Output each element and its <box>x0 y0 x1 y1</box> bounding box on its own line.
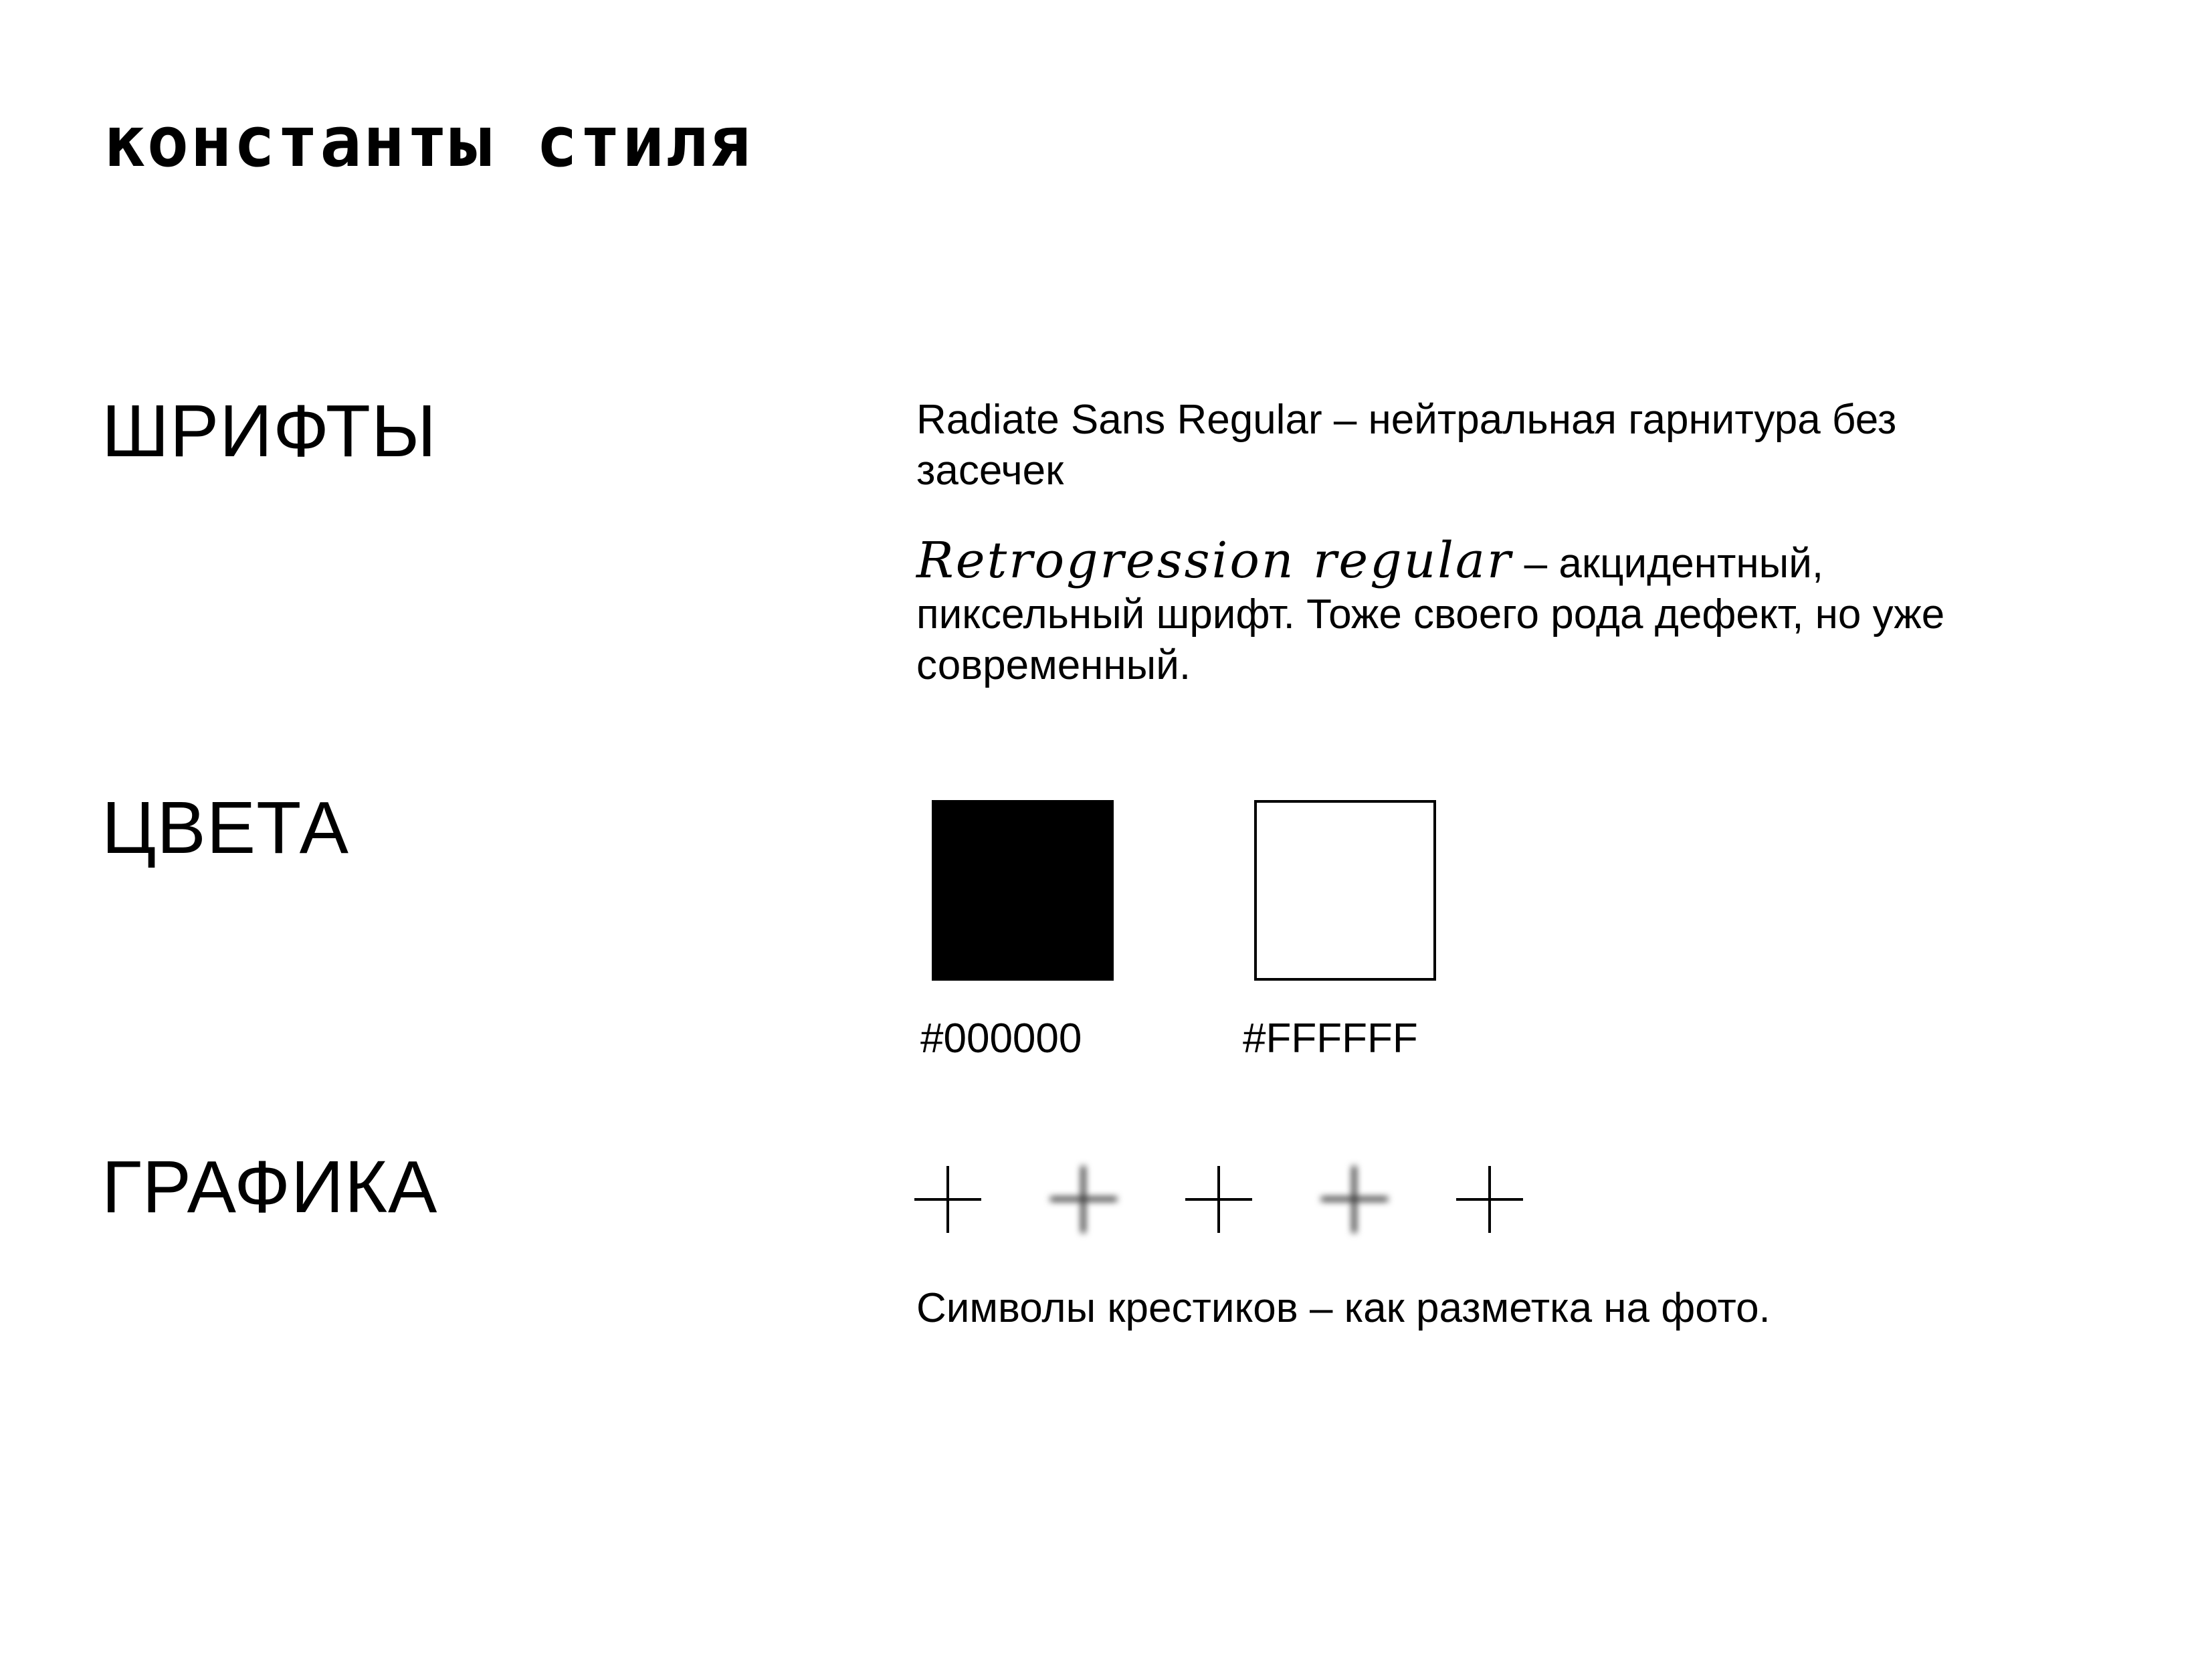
cross-blurred-icon <box>1050 1166 1117 1233</box>
accent-font-description <box>916 532 1987 691</box>
primary-font-description: Radiate Sans Regular – нейтральная гарнитура без засечек <box>916 397 1897 494</box>
color-swatch-black <box>932 800 1114 981</box>
cross-blurred-icon <box>1321 1166 1388 1233</box>
color-swatch-white <box>1254 800 1436 981</box>
graphics-heading: ГРАФИКА <box>102 1146 438 1228</box>
color-hex-black: #000000 <box>920 1015 1082 1062</box>
cross-icon <box>1185 1166 1252 1233</box>
color-hex-white: #FFFFFF <box>1243 1015 1418 1062</box>
fonts-heading: ШРИФТЫ <box>102 390 437 472</box>
accent-font-name: Retrogression regular <box>916 532 1513 589</box>
graphics-description: Символы крестиков – как разметка на фото. <box>916 1285 1771 1331</box>
cross-icon <box>914 1166 981 1233</box>
page-title: константы стиля <box>104 101 752 183</box>
cross-icon <box>1456 1166 1523 1233</box>
accent-font-text: – акцидентный, пиксельный шрифт. Тоже своего рода дефект, но уже современный. <box>916 541 1945 688</box>
colors-heading: ЦВЕТА <box>102 787 350 869</box>
